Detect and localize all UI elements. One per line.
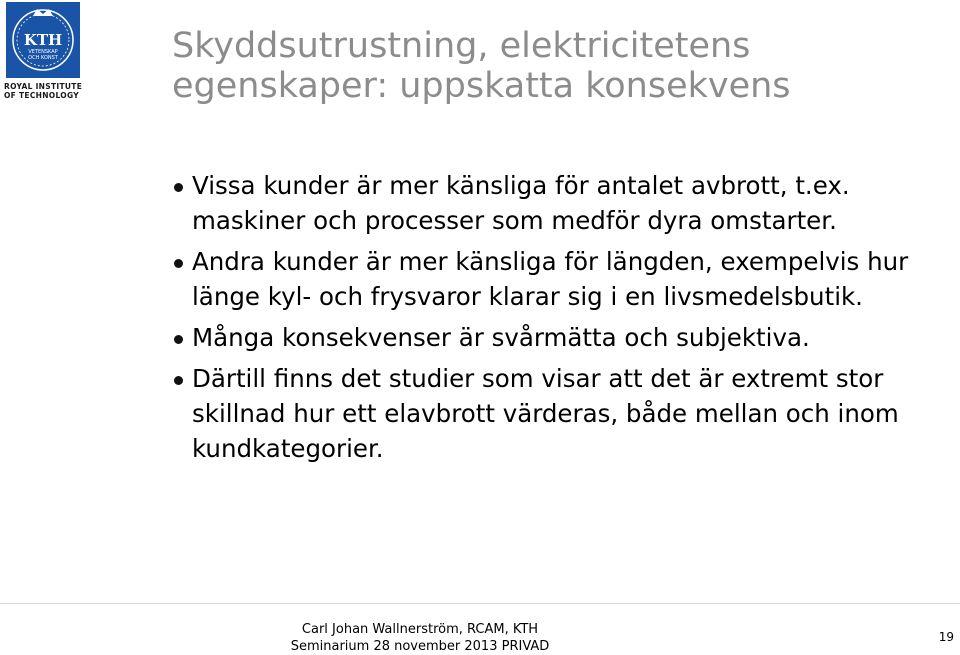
kth-logo bbox=[4, 2, 83, 102]
kth-shield-icon bbox=[6, 2, 80, 78]
bullet-item bbox=[172, 244, 932, 314]
bullet-text: Vissa kunder är mer känsliga för antalet avbrott, t.ex. maskiner och processer som medför dyra omstarter. bbox=[192, 171, 850, 235]
bullet-dot-icon bbox=[174, 376, 183, 385]
logo-caption-line2: OF TECHNOLOGY bbox=[4, 91, 79, 100]
footer-divider bbox=[0, 603, 960, 604]
footer-event: Seminarium 28 november 2013 PRIVAD bbox=[290, 639, 550, 654]
bullet-dot-icon bbox=[174, 259, 183, 268]
logo-caption-line1: ROYAL INSTITUTE bbox=[4, 82, 83, 91]
bullet-dot-icon bbox=[174, 183, 183, 192]
bullet-item bbox=[172, 320, 932, 355]
logo-caption bbox=[4, 82, 83, 100]
page-number: 19 bbox=[938, 630, 954, 644]
bullet-item bbox=[172, 168, 932, 238]
bullet-list bbox=[172, 168, 932, 472]
bullet-dot-icon bbox=[174, 335, 183, 344]
shield-text-vetenskap: VETENSKAP bbox=[28, 49, 58, 55]
slide-title: Skyddsutrustning, elektricitetens egenskaper: uppskatta konsekvens bbox=[172, 26, 791, 106]
bullet-item bbox=[172, 361, 932, 466]
bullet-text: Många konsekvenser är svårmätta och subjektiva. bbox=[192, 323, 810, 352]
footer-author: Carl Johan Wallnerström, RCAM, KTH bbox=[301, 622, 539, 637]
bullet-text: Andra kunder är mer känsliga för längden, exempelvis hur länge kyl- och frysvaror klarar sig i en livsmedelsbutik. bbox=[192, 247, 909, 311]
bullet-text: Därtill finns det studier som visar att det är extremt stor skillnad hur ett elavbrott värderas, både mellan och inom kundkategorier. bbox=[192, 364, 899, 463]
shield-text-kth: KTH bbox=[23, 31, 63, 49]
shield-text-och-konst: OCH KONST bbox=[28, 55, 58, 61]
